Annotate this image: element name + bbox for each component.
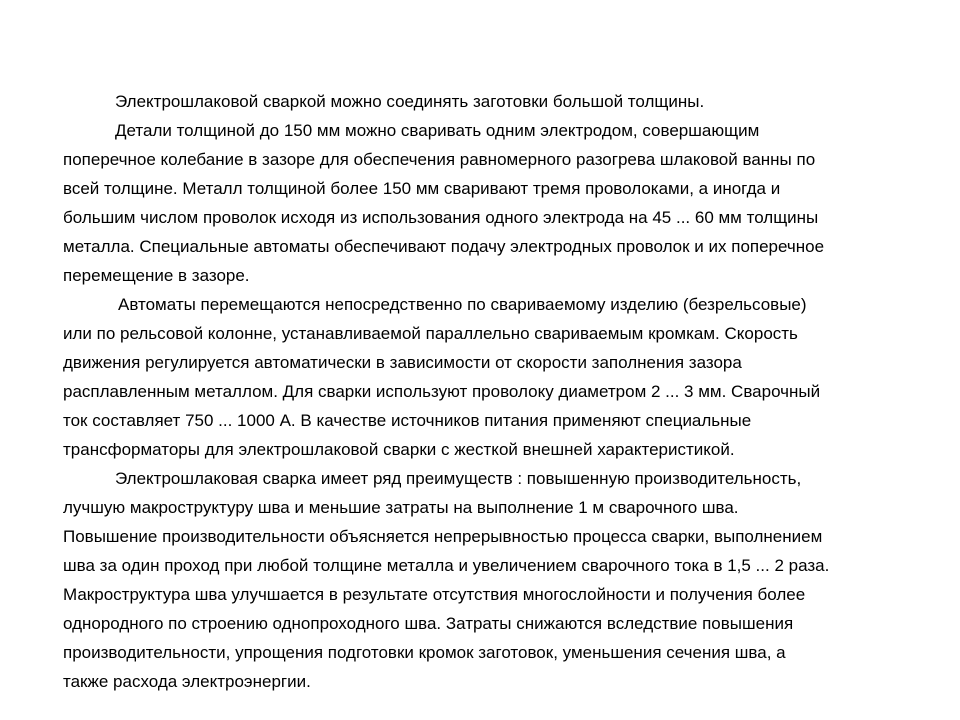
- paragraph-line: всей толщине. Металл толщиной более 150 мм сваривают тремя проволоками, а иногда и: [63, 179, 781, 198]
- paragraph-line: производительности, упрощения подготовки кромок заготовок, уменьшения сечения шва, а: [63, 643, 786, 662]
- paragraph-line: Повышение производительности объясняется непрерывностью процесса сварки, выполнением: [63, 527, 823, 546]
- paragraph-line: расплавленным металлом. Для сварки используют проволоку диаметром 2 ... 3 мм. Сварочный: [63, 382, 821, 401]
- paragraph-line: Электрошлаковая сварка имеет ряд преимуществ : повышенную производительность,: [115, 469, 802, 488]
- paragraph-line: однородного по строению однопроходного шва. Затраты снижаются вследствие повышения: [63, 614, 794, 633]
- paragraph-line: или по рельсовой колонне, устанавливаемой параллельно свариваемым кромкам. Скорость: [63, 324, 798, 343]
- paragraph-line: движения регулируется автоматически в зависимости от скорости заполнения зазора: [63, 353, 742, 372]
- paragraph-line: ток составляет 750 ... 1000 А. В качестве источников питания применяют специальные: [63, 411, 752, 430]
- paragraph-line: большим числом проволок исходя из использования одного электрода на 45 ... 60 мм толщины: [63, 208, 819, 227]
- paragraph-line: поперечное колебание в зазоре для обеспечения равномерного разогрева шлаковой ванны по: [63, 150, 816, 169]
- paragraph-line: Электрошлаковой сваркой можно соединять заготовки большой толщины.: [115, 92, 705, 111]
- paragraph-line: трансформаторы для электрошлаковой сварки с жесткой внешней характеристикой.: [63, 440, 735, 459]
- paragraph-line: перемещение в зазоре.: [63, 266, 250, 285]
- paragraph-line: лучшую макроструктуру шва и меньшие затраты на выполнение 1 м сварочного шва.: [63, 498, 739, 517]
- paragraph-line: шва за один проход при любой толщине металла и увеличением сварочного тока в 1,5 ... 2 раза.: [63, 556, 830, 575]
- paragraph-line: Автоматы перемещаются непосредственно по свариваемому изделию (безрельсовые): [118, 295, 807, 314]
- body-text: [63, 87, 913, 696]
- paragraph-line: также расхода электроэнергии.: [63, 672, 311, 691]
- paragraph-line: Детали толщиной до 150 мм можно сваривать одним электродом, совершающим: [115, 121, 760, 140]
- paragraph-line: Макроструктура шва улучшается в результате отсутствия многослойности и получения более: [63, 585, 806, 604]
- paragraph-line: металла. Специальные автоматы обеспечивают подачу электродных проволок и их поперечное: [63, 237, 825, 256]
